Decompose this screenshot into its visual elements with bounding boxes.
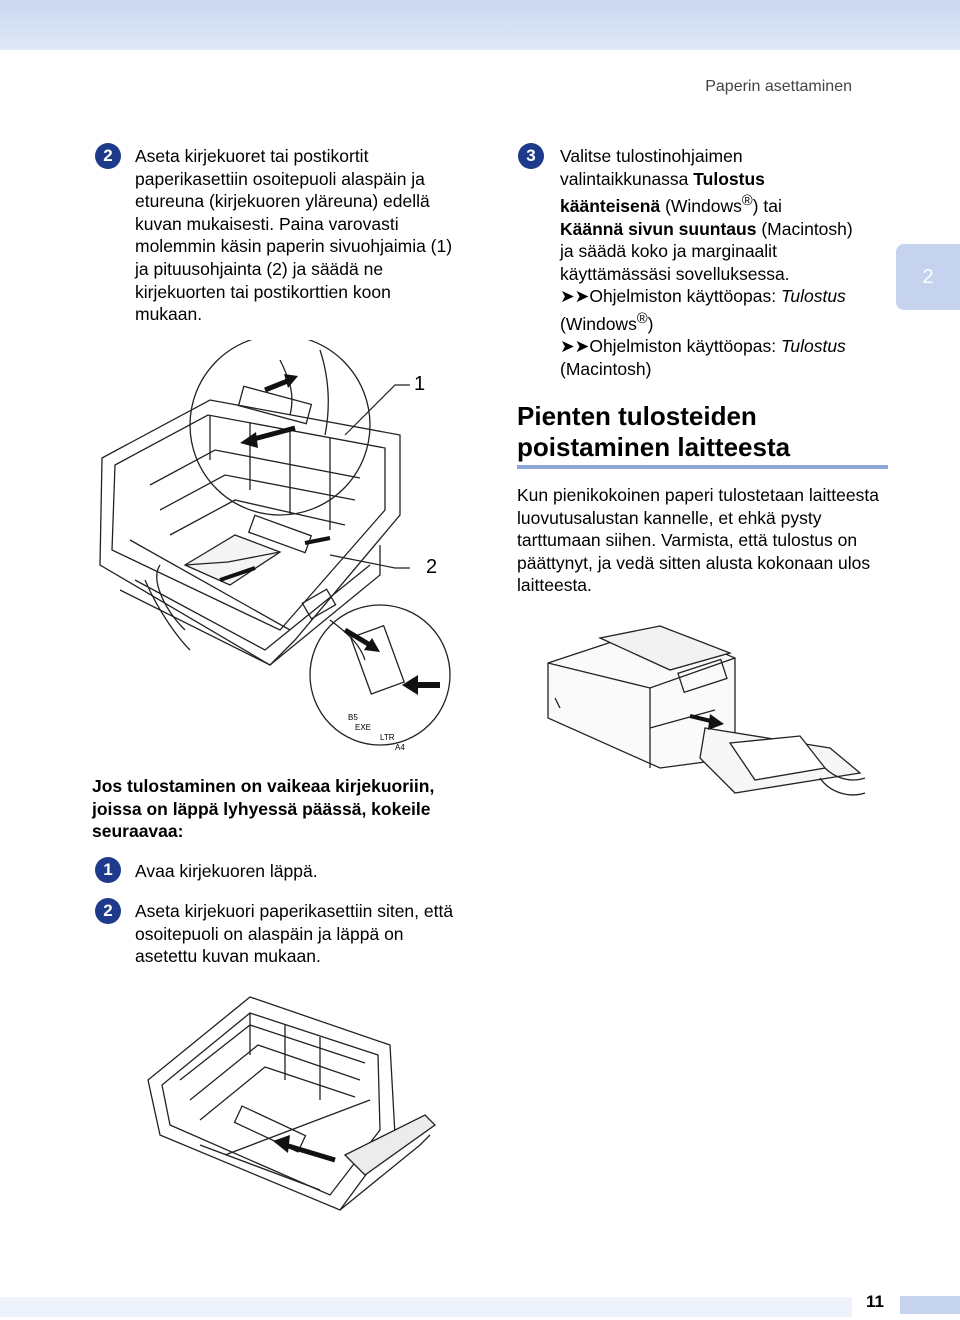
envelope-flap-tray-illustration [140,985,445,1225]
reference-topic-2: Tulostus [780,336,846,357]
reference-arrows-2: ➤➤ [560,336,590,357]
registered-mark-2: ® [636,310,648,327]
running-header: Paperin asettaminen [705,78,852,95]
chapter-tab: 2 [896,244,960,310]
option-kaanteisena: käänteisenä [560,196,661,217]
close-paren: ) [647,313,654,334]
printer-tray-illustration [540,618,870,808]
callout-2: 2 [426,556,438,578]
after-registered-1: ) tai [752,196,782,217]
envelope-tray-illustration [90,340,490,770]
page-number: 11 [866,1292,884,1311]
mac-label-1: (Macintosh) [761,218,853,239]
option-kaanna-sivun-suuntaus: Käännä sivun suuntaus [560,218,757,239]
tray-mark-a4: A4 [395,743,405,752]
step-3-text [560,145,890,381]
reference-topic-1: Tulostus [780,286,846,307]
note-step-2-badge: 2 [95,898,121,924]
note-step-1-text: Avaa kirjekuoren läppä. [135,861,318,881]
footer-color-box [900,1296,960,1314]
step-3-line2: valintaikkunassa [560,168,689,189]
step-3-line4: ja säädä koko ja marginaalit [560,241,777,262]
callout-1: 1 [414,373,426,395]
top-color-band [0,0,960,50]
step-3-line5: käyttämässäsi sovelluksessa. [560,263,790,284]
windows-label-2: (Windows [560,313,637,334]
tray-mark-b5: B5 [348,713,358,722]
tray-mark-exe: EXE [355,723,372,732]
reference-text-2: Ohjelmiston käyttöopas: [589,336,777,357]
note-step-1-badge: 1 [95,857,121,883]
section-rule [517,465,888,469]
reference-arrows-1: ➤➤ [560,286,590,307]
tray-mark-ltr: LTR [380,733,395,742]
step-2-text: Aseta kirjekuoret tai postikortit paperikasettiin osoitepuoli alaspäin ja etureuna (kirjekuoren yläreuna) edellä kuvan mukaisesti. Paina varovasti molemmin käsin paperin sivuohjaimia (1) ja pituusohjainta (2) ja säädä ne kirjekuorten tai postikorttien koon mukaan. [135,146,453,325]
section-title: Pienten tulosteiden poistaminen laitteesta [517,401,791,462]
note-heading: Jos tulostaminen on vaikeaa kirjekuoriin, joissa on läppä lyhyessä päässä, kokeile seuraavaa: [92,776,435,842]
footer-dotted-bar [0,1297,852,1317]
option-tulostus: Tulostus [693,168,765,189]
registered-mark-1: ® [741,193,753,210]
reference-text-1: Ohjelmiston käyttöopas: [589,286,777,307]
step-2-badge: 2 [95,143,121,169]
mac-label-2: (Macintosh) [560,359,652,379]
note-step-2-text: Aseta kirjekuori paperikasettiin siten, että osoitepuoli on alaspäin ja läppä on asetettu kuvan mukaan. [135,901,454,967]
step-3-badge: 3 [518,143,544,169]
windows-label-1: (Windows [665,196,742,217]
step-3-line1: Valitse tulostinohjaimen [560,146,743,166]
section-body: Kun pienikokoinen paperi tulostetaan laitteesta luovutusalustan kannelle, et ehkä pysty tarttumaan siihen. Varmista, että tulostus on päättynyt, ja vedä sitten alusta kokonaan ulos laitteesta. [517,485,879,596]
